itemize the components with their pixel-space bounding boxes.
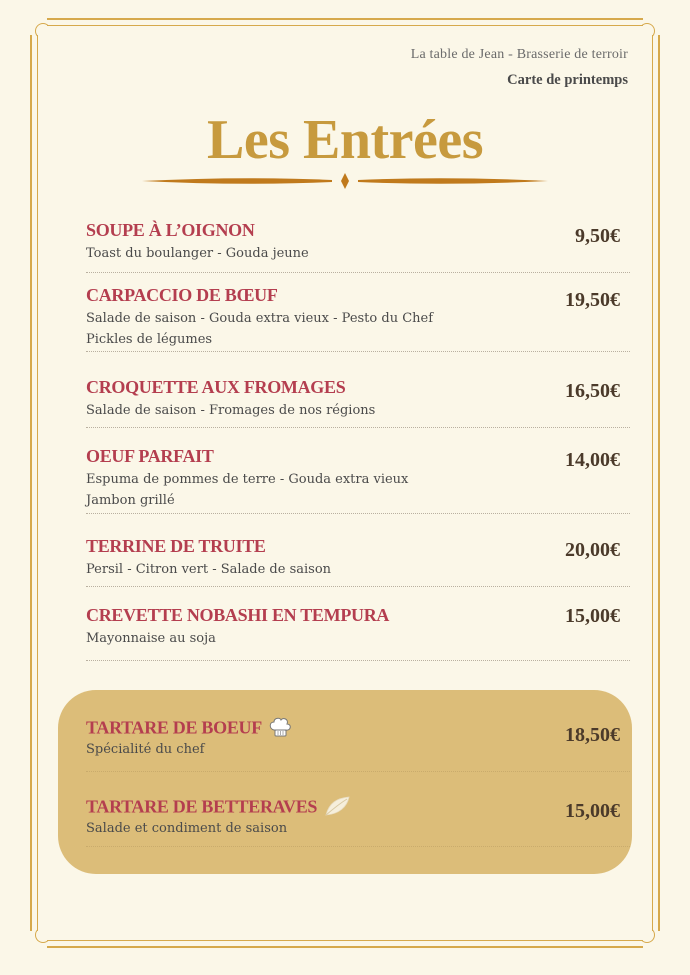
item-price: 16,50€ (565, 380, 620, 402)
corner-ornament (643, 15, 663, 35)
item-price: 18,50€ (565, 724, 620, 746)
item-description: Salade de saison - Gouda extra vieux - Pesto du Chef (86, 311, 434, 326)
special-item (86, 795, 630, 839)
dotted-separator (86, 771, 630, 772)
dotted-separator (86, 513, 630, 514)
item-description: Mayonnaise au soja (86, 631, 216, 646)
corner-ornament (27, 931, 47, 951)
restaurant-name: La table de Jean - Brasserie de terroir (410, 47, 628, 62)
item-name: TARTARE DE BOEUF (86, 717, 262, 738)
dotted-separator (86, 660, 630, 661)
item-name: TARTARE DE BETTERAVES (86, 796, 318, 817)
dotted-separator (86, 351, 630, 352)
item-price: 19,50€ (565, 289, 620, 311)
corner-ornament (643, 931, 663, 951)
item-description-line2: Jambon grillé (86, 493, 175, 508)
item-price: 14,00€ (565, 449, 620, 471)
item-description-line2: Pickles de légumes (86, 332, 213, 347)
item-price: 15,00€ (565, 800, 620, 822)
dotted-separator (86, 272, 630, 273)
item-description: Salade de saison - Fromages de nos régions (86, 403, 376, 418)
corner-ornament (27, 15, 47, 35)
item-description: Persil - Citron vert - Salade de saison (86, 562, 332, 577)
menu-item (86, 446, 630, 511)
dotted-separator (86, 427, 630, 428)
item-description: Espuma de pommes de terre - Gouda extra vieux (86, 472, 409, 487)
item-price: 9,50€ (575, 225, 620, 247)
menu-item (86, 285, 630, 350)
item-description: Salade et condiment de saison (86, 821, 288, 836)
title-divider (142, 172, 548, 190)
item-name: SOUPE À L’OIGNON (86, 220, 255, 240)
chef-hat-icon (268, 716, 292, 743)
item-name: CARPACCIO DE BŒUF (86, 285, 278, 305)
special-item (86, 716, 630, 760)
leaf-icon (323, 795, 351, 822)
item-price: 20,00€ (565, 539, 620, 561)
menu-item (86, 220, 630, 264)
menu-item (86, 536, 630, 580)
menu-item (86, 605, 630, 649)
item-description: Spécialité du chef (86, 742, 205, 757)
page-title: Les Entrées (206, 109, 483, 171)
item-description: Toast du boulanger - Gouda jeune (86, 246, 309, 261)
season-label: Carte de printemps (507, 72, 628, 88)
dotted-separator (86, 846, 630, 847)
menu-item (86, 377, 630, 421)
item-name: OEUF PARFAIT (86, 446, 214, 466)
item-name: CROQUETTE AUX FROMAGES (86, 377, 346, 397)
item-price: 15,00€ (565, 605, 620, 627)
item-name: CREVETTE NOBASHI EN TEMPURA (86, 605, 390, 625)
item-name: TERRINE DE TRUITE (86, 536, 266, 556)
dotted-separator (86, 586, 630, 587)
